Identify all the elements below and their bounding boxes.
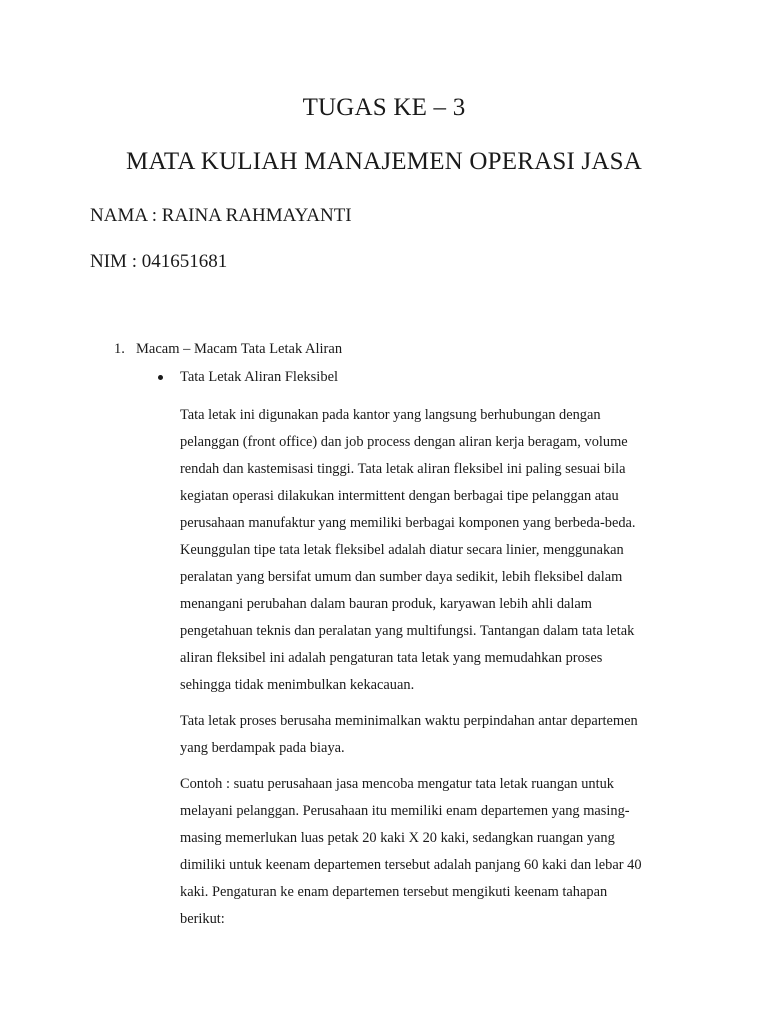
paragraph-line: Tata letak ini digunakan pada kantor yang langsung berhubungan dengan [180, 407, 601, 423]
paragraph-line: Keunggulan tipe tata letak fleksibel adalah diatur secara linier, menggunakan [180, 542, 624, 558]
paragraph-line: Contoh : suatu perusahaan jasa mencoba mengatur tata letak ruangan untuk [180, 776, 614, 792]
paragraph-line: peralatan yang bersifat umum dan sumber daya sedikit, lebih fleksibel dalam [180, 569, 623, 585]
paragraph-flexible-layout [180, 402, 670, 699]
paragraph-line: masing memerlukan luas petak 20 kaki X 20 kaki, sedangkan ruangan yang [180, 830, 615, 846]
paragraph-line: berikut: [180, 911, 225, 927]
paragraph-line: melayani pelanggan. Perusahaan itu memiliki enam departemen yang masing- [180, 803, 630, 819]
paragraph-line: pelanggan (front office) dan job process dengan aliran kerja beragam, volume [180, 434, 628, 450]
course-title: MATA KULIAH MANAJEMEN OPERASI JASA [126, 148, 642, 175]
paragraph-line: kaki. Pengaturan ke enam departemen tersebut mengikuti keenam tahapan [180, 884, 608, 900]
paragraph-line: kegiatan operasi dilakukan intermittent dengan berbagai tipe pelanggan atau [180, 488, 619, 504]
document-title: TUGAS KE – 3 [302, 94, 466, 121]
student-nim: NIM : 041651681 [90, 251, 228, 272]
list-number: 1. [114, 341, 125, 357]
paragraph-process-layout [180, 708, 670, 762]
paragraph-line: pengetahuan teknis dan peralatan yang multifungsi. Tantangan dalam tata letak [180, 623, 635, 639]
numbered-list-item [114, 341, 343, 358]
list-item-label: Macam – Macam Tata Letak Aliran [136, 341, 343, 357]
paragraph-line: Tata letak proses berusaha meminimalkan waktu perpindahan antar departemen [180, 713, 638, 729]
paragraph-line: yang berdampak pada biaya. [180, 740, 345, 756]
student-name: NAMA : RAINA RAHMAYANTI [90, 205, 352, 226]
paragraph-example [180, 771, 670, 933]
paragraph-line: sehingga tidak menimbulkan kekacauan. [180, 677, 415, 693]
paragraph-line: dimiliki untuk keenam departemen tersebut adalah panjang 60 kaki dan lebar 40 [180, 857, 642, 873]
bullet-icon [158, 375, 163, 380]
bullet-item-label: Tata Letak Aliran Fleksibel [180, 369, 339, 385]
paragraph-line: rendah dan kastemisasi tinggi. Tata letak aliran fleksibel ini paling sesuai bila [180, 461, 626, 477]
paragraph-line: aliran fleksibel ini adalah pengaturan tata letak yang memudahkan proses [180, 650, 603, 666]
paragraph-line: menangani perubahan dalam bauran produk, karyawan lebih ahli dalam [180, 596, 592, 612]
paragraph-line: perusahaan manufaktur yang memiliki berbagai komponen yang berbeda-beda. [180, 515, 636, 531]
